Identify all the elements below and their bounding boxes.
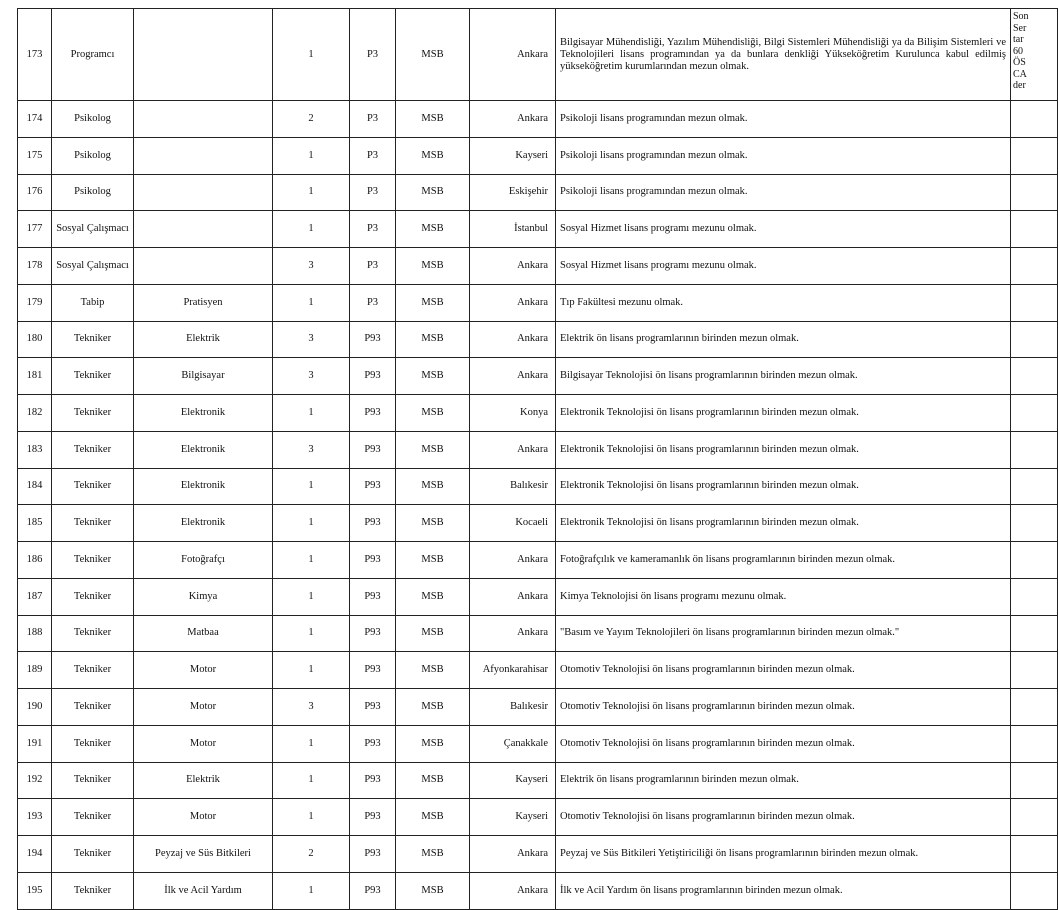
cell-quota: 1 <box>273 137 350 174</box>
cell-note <box>1011 542 1058 579</box>
cell-note <box>1011 395 1058 432</box>
cell-city: Kayseri <box>470 137 556 174</box>
table-row <box>18 101 1058 138</box>
cell-quota: 1 <box>273 872 350 909</box>
cell-qualification: Elektrik ön lisans programlarının birinden mezun olmak. <box>556 762 1011 799</box>
cell-no: 184 <box>18 468 52 505</box>
cell-institution: MSB <box>396 101 470 138</box>
cell-score-type: P93 <box>350 725 396 762</box>
cell-title: Tekniker <box>52 468 134 505</box>
cell-title: Programcı <box>52 9 134 101</box>
cell-no: 185 <box>18 505 52 542</box>
cell-institution: MSB <box>396 652 470 689</box>
cell-city: Ankara <box>470 101 556 138</box>
cell-no: 186 <box>18 542 52 579</box>
cell-qualification: Elektronik Teknolojisi ön lisans programlarının birinden mezun olmak. <box>556 431 1011 468</box>
cell-qualification: Elektrik ön lisans programlarının birinden mezun olmak. <box>556 321 1011 358</box>
cell-qualification: Psikoloji lisans programından mezun olmak. <box>556 174 1011 211</box>
cell-qualification: Elektronik Teknolojisi ön lisans programlarının birinden mezun olmak. <box>556 395 1011 432</box>
table-row <box>18 799 1058 836</box>
cell-city: Balıkesir <box>470 468 556 505</box>
cell-score-type: P93 <box>350 395 396 432</box>
cell-city: Balıkesir <box>470 689 556 726</box>
cell-score-type: P3 <box>350 284 396 321</box>
cell-city: Kayseri <box>470 799 556 836</box>
cell-branch: Peyzaj ve Süs Bitkileri <box>134 836 273 873</box>
table-row <box>18 505 1058 542</box>
table-row <box>18 174 1058 211</box>
cell-note <box>1011 211 1058 248</box>
cell-city: Ankara <box>470 9 556 101</box>
table-row <box>18 725 1058 762</box>
cell-note <box>1011 725 1058 762</box>
cell-no: 188 <box>18 615 52 652</box>
cell-score-type: P3 <box>350 137 396 174</box>
cell-qualification: Sosyal Hizmet lisans programı mezunu olmak. <box>556 211 1011 248</box>
cell-score-type: P93 <box>350 505 396 542</box>
cell-qualification: Sosyal Hizmet lisans programı mezunu olmak. <box>556 248 1011 285</box>
cell-title: Tekniker <box>52 542 134 579</box>
cell-note <box>1011 505 1058 542</box>
cell-note <box>1011 248 1058 285</box>
cell-note: Son Ser tar 60 ÖS CA der <box>1011 9 1058 101</box>
cell-title: Tekniker <box>52 395 134 432</box>
cell-institution: MSB <box>396 468 470 505</box>
cell-institution: MSB <box>396 321 470 358</box>
cell-quota: 1 <box>273 799 350 836</box>
table-row <box>18 395 1058 432</box>
cell-institution: MSB <box>396 762 470 799</box>
table-row <box>18 358 1058 395</box>
cell-branch: Fotoğrafçı <box>134 542 273 579</box>
cell-note <box>1011 101 1058 138</box>
cell-title: Tekniker <box>52 358 134 395</box>
cell-branch: Elektronik <box>134 505 273 542</box>
cell-qualification: Bilgisayar Teknolojisi ön lisans programlarının birinden mezun olmak. <box>556 358 1011 395</box>
cell-city: Ankara <box>470 836 556 873</box>
cell-branch <box>134 137 273 174</box>
cell-qualification: İlk ve Acil Yardım ön lisans programlarının birinden mezun olmak. <box>556 872 1011 909</box>
cell-no: 178 <box>18 248 52 285</box>
cell-score-type: P93 <box>350 652 396 689</box>
cell-city: İstanbul <box>470 211 556 248</box>
cell-qualification: Otomotiv Teknolojisi ön lisans programlarının birinden mezun olmak. <box>556 689 1011 726</box>
cell-quota: 1 <box>273 725 350 762</box>
cell-note <box>1011 137 1058 174</box>
cell-branch <box>134 174 273 211</box>
cell-branch <box>134 211 273 248</box>
cell-score-type: P93 <box>350 542 396 579</box>
cell-institution: MSB <box>396 689 470 726</box>
cell-title: Tekniker <box>52 689 134 726</box>
cell-branch: Elektrik <box>134 321 273 358</box>
job-listing-table <box>17 8 1058 910</box>
cell-no: 183 <box>18 431 52 468</box>
cell-institution: MSB <box>396 395 470 432</box>
cell-score-type: P93 <box>350 836 396 873</box>
table-row <box>18 9 1058 101</box>
cell-no: 182 <box>18 395 52 432</box>
cell-institution: MSB <box>396 615 470 652</box>
cell-quota: 1 <box>273 505 350 542</box>
cell-no: 179 <box>18 284 52 321</box>
cell-title: Psikolog <box>52 101 134 138</box>
cell-title: Tekniker <box>52 725 134 762</box>
cell-qualification: Peyzaj ve Süs Bitkileri Yetiştiriciliği ön lisans programlarının birinden mezun olmak. <box>556 836 1011 873</box>
cell-no: 194 <box>18 836 52 873</box>
cell-qualification: Otomotiv Teknolojisi ön lisans programlarının birinden mezun olmak. <box>556 725 1011 762</box>
cell-score-type: P93 <box>350 799 396 836</box>
cell-branch: Kimya <box>134 578 273 615</box>
cell-branch: Elektronik <box>134 395 273 432</box>
cell-score-type: P93 <box>350 431 396 468</box>
cell-note <box>1011 652 1058 689</box>
cell-city: Kocaeli <box>470 505 556 542</box>
cell-score-type: P3 <box>350 9 396 101</box>
cell-score-type: P93 <box>350 689 396 726</box>
cell-qualification: Fotoğrafçılık ve kameramanlık ön lisans programlarının birinden mezun olmak. <box>556 542 1011 579</box>
cell-title: Tabip <box>52 284 134 321</box>
cell-no: 177 <box>18 211 52 248</box>
cell-city: Ankara <box>470 615 556 652</box>
cell-note <box>1011 174 1058 211</box>
table-row <box>18 836 1058 873</box>
table-row <box>18 248 1058 285</box>
cell-institution: MSB <box>396 872 470 909</box>
cell-quota: 2 <box>273 836 350 873</box>
cell-qualification: Kimya Teknolojisi ön lisans programı mezunu olmak. <box>556 578 1011 615</box>
cell-note <box>1011 872 1058 909</box>
cell-qualification: Tıp Fakültesi mezunu olmak. <box>556 284 1011 321</box>
cell-branch <box>134 248 273 285</box>
table-row <box>18 468 1058 505</box>
cell-branch <box>134 101 273 138</box>
cell-institution: MSB <box>396 137 470 174</box>
cell-title: Psikolog <box>52 137 134 174</box>
table-row <box>18 652 1058 689</box>
cell-title: Tekniker <box>52 321 134 358</box>
cell-score-type: P93 <box>350 321 396 358</box>
cell-note <box>1011 358 1058 395</box>
cell-branch: Elektrik <box>134 762 273 799</box>
cell-qualification: Bilgisayar Mühendisliği, Yazılım Mühendisliği, Bilgi Sistemleri Mühendisliği ya da Bilişim Sistemleri ve Teknolojileri lisans programından ya da bunlara denkliği Yükseköğretim Kurulunca kabul edilmiş yükseköğretim kurumlarından mezun olmak. <box>556 9 1011 101</box>
cell-quota: 3 <box>273 358 350 395</box>
cell-quota: 1 <box>273 174 350 211</box>
cell-quota: 1 <box>273 395 350 432</box>
cell-quota: 2 <box>273 101 350 138</box>
table-row <box>18 321 1058 358</box>
cell-note <box>1011 799 1058 836</box>
cell-note <box>1011 615 1058 652</box>
cell-title: Tekniker <box>52 652 134 689</box>
cell-note <box>1011 321 1058 358</box>
cell-quota: 1 <box>273 542 350 579</box>
cell-quota: 3 <box>273 689 350 726</box>
cell-branch: Elektronik <box>134 468 273 505</box>
cell-branch: Matbaa <box>134 615 273 652</box>
cell-no: 191 <box>18 725 52 762</box>
cell-branch: Motor <box>134 652 273 689</box>
cell-institution: MSB <box>396 248 470 285</box>
table-row <box>18 689 1058 726</box>
cell-branch: Bilgisayar <box>134 358 273 395</box>
cell-note <box>1011 284 1058 321</box>
cell-quota: 1 <box>273 284 350 321</box>
cell-quota: 1 <box>273 762 350 799</box>
cell-title: Tekniker <box>52 505 134 542</box>
cell-branch: Motor <box>134 799 273 836</box>
cell-city: Kayseri <box>470 762 556 799</box>
cell-score-type: P93 <box>350 762 396 799</box>
cell-branch: İlk ve Acil Yardım <box>134 872 273 909</box>
cell-quota: 1 <box>273 9 350 101</box>
table-row <box>18 137 1058 174</box>
cell-no: 192 <box>18 762 52 799</box>
cell-quota: 1 <box>273 652 350 689</box>
cell-no: 176 <box>18 174 52 211</box>
table-row <box>18 211 1058 248</box>
cell-institution: MSB <box>396 358 470 395</box>
cell-no: 189 <box>18 652 52 689</box>
cell-quota: 1 <box>273 468 350 505</box>
cell-qualification: Psikoloji lisans programından mezun olmak. <box>556 101 1011 138</box>
cell-title: Tekniker <box>52 615 134 652</box>
cell-institution: MSB <box>396 211 470 248</box>
cell-city: Ankara <box>470 358 556 395</box>
cell-institution: MSB <box>396 799 470 836</box>
cell-score-type: P3 <box>350 211 396 248</box>
cell-institution: MSB <box>396 505 470 542</box>
cell-title: Psikolog <box>52 174 134 211</box>
table-row <box>18 431 1058 468</box>
cell-city: Ankara <box>470 872 556 909</box>
cell-institution: MSB <box>396 431 470 468</box>
table-row <box>18 762 1058 799</box>
cell-no: 190 <box>18 689 52 726</box>
cell-city: Konya <box>470 395 556 432</box>
cell-no: 187 <box>18 578 52 615</box>
cell-note <box>1011 468 1058 505</box>
cell-title: Sosyal Çalışmacı <box>52 248 134 285</box>
cell-quota: 3 <box>273 248 350 285</box>
cell-city: Çanakkale <box>470 725 556 762</box>
cell-quota: 1 <box>273 578 350 615</box>
cell-title: Tekniker <box>52 799 134 836</box>
cell-quota: 3 <box>273 321 350 358</box>
table-row <box>18 542 1058 579</box>
cell-city: Ankara <box>470 578 556 615</box>
cell-score-type: P3 <box>350 248 396 285</box>
cell-institution: MSB <box>396 174 470 211</box>
cell-city: Eskişehir <box>470 174 556 211</box>
cell-institution: MSB <box>396 9 470 101</box>
cell-branch <box>134 9 273 101</box>
cell-branch: Elektronik <box>134 431 273 468</box>
cell-score-type: P93 <box>350 578 396 615</box>
cell-institution: MSB <box>396 284 470 321</box>
table-row <box>18 615 1058 652</box>
cell-score-type: P3 <box>350 174 396 211</box>
cell-institution: MSB <box>396 836 470 873</box>
table-body <box>18 9 1058 910</box>
cell-score-type: P93 <box>350 358 396 395</box>
cell-branch: Pratisyen <box>134 284 273 321</box>
cell-branch: Motor <box>134 689 273 726</box>
cell-qualification: Otomotiv Teknolojisi ön lisans programlarının birinden mezun olmak. <box>556 652 1011 689</box>
cell-title: Sosyal Çalışmacı <box>52 211 134 248</box>
cell-institution: MSB <box>396 725 470 762</box>
cell-title: Tekniker <box>52 762 134 799</box>
cell-no: 175 <box>18 137 52 174</box>
cell-title: Tekniker <box>52 578 134 615</box>
table-row <box>18 578 1058 615</box>
cell-no: 173 <box>18 9 52 101</box>
cell-score-type: P93 <box>350 468 396 505</box>
cell-title: Tekniker <box>52 836 134 873</box>
cell-note <box>1011 836 1058 873</box>
cell-title: Tekniker <box>52 431 134 468</box>
cell-qualification: Otomotiv Teknolojisi ön lisans programlarının birinden mezun olmak. <box>556 799 1011 836</box>
cell-score-type: P3 <box>350 101 396 138</box>
cell-note <box>1011 578 1058 615</box>
cell-branch: Motor <box>134 725 273 762</box>
cell-no: 193 <box>18 799 52 836</box>
cell-no: 174 <box>18 101 52 138</box>
cell-institution: MSB <box>396 542 470 579</box>
cell-score-type: P93 <box>350 872 396 909</box>
cell-institution: MSB <box>396 578 470 615</box>
cell-qualification: Psikoloji lisans programından mezun olmak. <box>556 137 1011 174</box>
cell-no: 195 <box>18 872 52 909</box>
cell-score-type: P93 <box>350 615 396 652</box>
cell-note <box>1011 689 1058 726</box>
cell-city: Afyonkarahisar <box>470 652 556 689</box>
cell-city: Ankara <box>470 542 556 579</box>
cell-city: Ankara <box>470 248 556 285</box>
cell-no: 180 <box>18 321 52 358</box>
cell-city: Ankara <box>470 431 556 468</box>
cell-city: Ankara <box>470 321 556 358</box>
cell-qualification: Elektronik Teknolojisi ön lisans programlarının birinden mezun olmak. <box>556 505 1011 542</box>
cell-title: Tekniker <box>52 872 134 909</box>
cell-no: 181 <box>18 358 52 395</box>
cell-note <box>1011 762 1058 799</box>
cell-qualification: "Basım ve Yayım Teknolojileri ön lisans programlarının birinden mezun olmak." <box>556 615 1011 652</box>
cell-qualification: Elektronik Teknolojisi ön lisans programlarının birinden mezun olmak. <box>556 468 1011 505</box>
cell-note <box>1011 431 1058 468</box>
cell-quota: 1 <box>273 211 350 248</box>
cell-quota: 1 <box>273 615 350 652</box>
cell-city: Ankara <box>470 284 556 321</box>
table-row <box>18 284 1058 321</box>
cell-quota: 3 <box>273 431 350 468</box>
table-row <box>18 872 1058 909</box>
